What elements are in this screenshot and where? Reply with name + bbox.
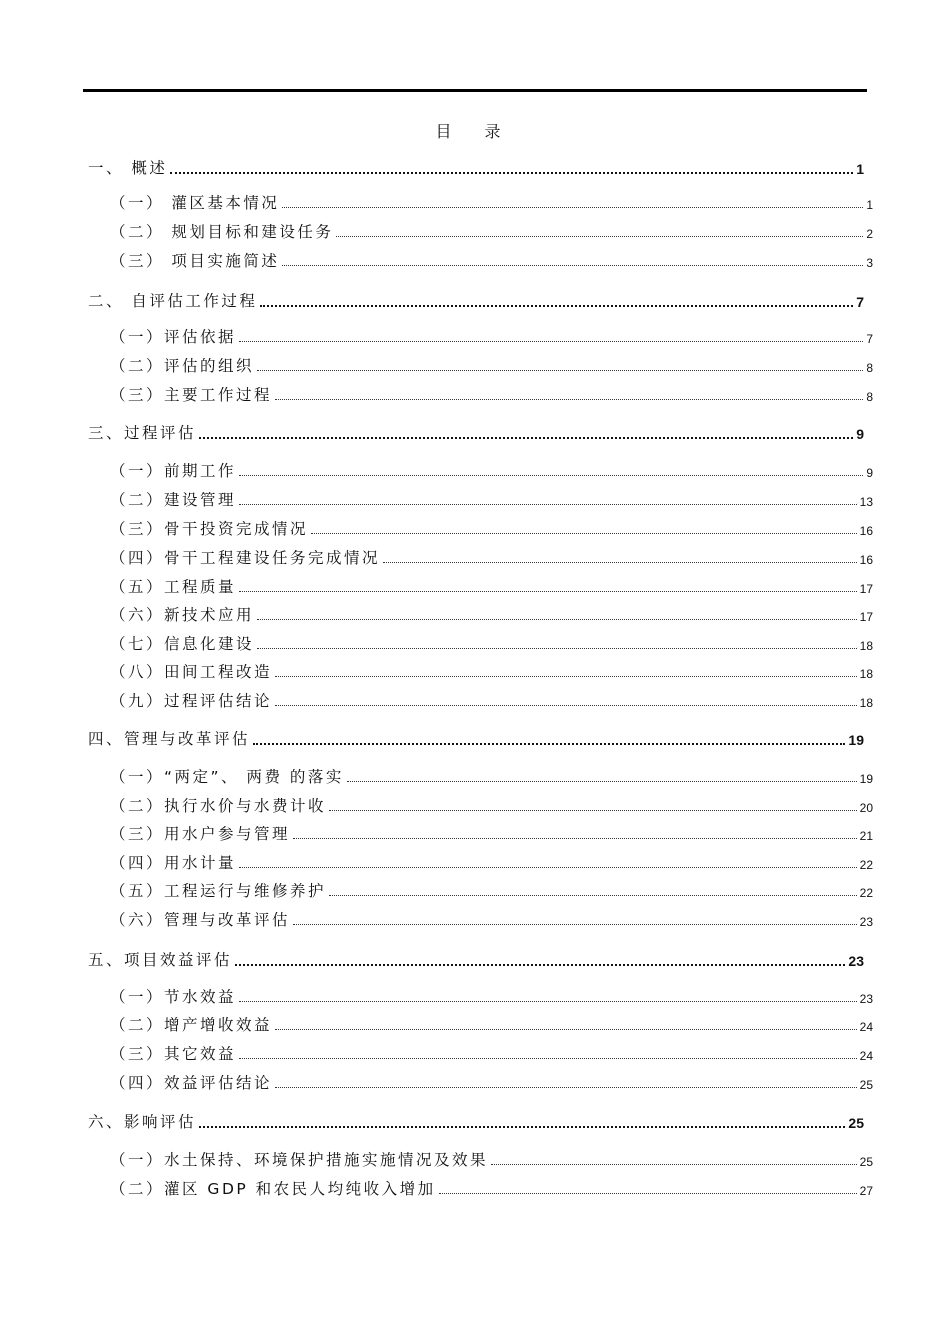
dot-leader [199,1125,845,1128]
dot-leader [329,894,857,896]
toc-subsection-entry[interactable] [110,797,873,815]
toc-entry-label: 六、影响评估 [88,1113,197,1131]
dot-leader [275,1028,857,1030]
dot-leader [293,837,857,839]
toc-entry-label: 五、项目效益评估 [88,951,233,969]
toc-subsection-entry[interactable] [110,549,873,567]
toc-page-number: 9 [856,426,864,442]
toc-entry-label: （二）灌区 GDP 和农民人均纯收入增加 [110,1180,436,1198]
toc-entry-label: （一） 灌区基本情况 [110,194,280,212]
toc-entry-label: 三、过程评估 [88,424,197,442]
dot-leader [257,618,857,620]
toc-page-number: 23 [859,915,873,929]
toc-page-number: 24 [859,1020,873,1034]
toc-page-number: 25 [848,1115,864,1131]
dot-leader [347,780,857,782]
toc-page-number: 17 [859,582,873,596]
toc-page-number: 8 [866,390,873,404]
toc-page-number: 21 [859,829,873,843]
toc-title: 目 录 [435,122,515,141]
toc-section-entry[interactable] [88,730,864,748]
toc-entry-label: （一）水土保持、环境保护措施实施情况及效果 [110,1151,489,1169]
toc-page-number: 1 [856,161,864,177]
dot-leader [239,590,857,592]
toc-entry-label: 二、 自评估工作过程 [88,292,258,310]
toc-subsection-entry[interactable] [110,357,873,375]
toc-page-number: 8 [866,361,873,375]
toc-subsection-entry[interactable] [110,854,873,872]
toc-subsection-entry[interactable] [110,578,873,596]
dot-leader [282,206,863,208]
toc-entry-label: （三）用水户参与管理 [110,825,291,843]
toc-page-number: 2 [866,227,873,241]
toc-subsection-entry[interactable] [110,1074,873,1092]
toc-entry-label: （六）管理与改革评估 [110,911,291,929]
toc-subsection-entry[interactable] [110,635,873,653]
dot-leader [260,304,853,307]
dot-leader [239,866,857,868]
toc-entry-label: 一、 概述 [88,159,168,177]
toc-section-entry[interactable] [88,292,864,310]
toc-subsection-entry[interactable] [110,1151,873,1169]
toc-entry-label: （一）“两定”、 两费 的落实 [110,768,344,786]
toc-subsection-entry[interactable] [110,663,873,681]
dot-leader [383,561,857,563]
dot-leader [239,503,857,505]
toc-page-number: 22 [859,886,873,900]
dot-leader [235,963,845,966]
toc-subsection-entry[interactable] [110,194,873,212]
toc-section-entry[interactable] [88,1113,864,1131]
toc-page-number: 16 [859,524,873,538]
toc-entry-label: （四）骨干工程建设任务完成情况 [110,549,381,567]
dot-leader [491,1163,857,1165]
toc-entry-label: （二）建设管理 [110,491,237,509]
toc-page-number: 1 [866,198,873,212]
dot-leader [275,675,857,677]
toc-page-number: 9 [866,466,873,480]
dot-leader [275,704,857,706]
toc-subsection-entry[interactable] [110,692,873,710]
toc-subsection-entry[interactable] [110,491,873,509]
toc-page-number: 7 [856,294,864,310]
toc-page-number: 24 [859,1049,873,1063]
toc-entry-label: （三）主要工作过程 [110,386,273,404]
toc-page-number: 22 [859,858,873,872]
dot-leader [275,398,863,400]
dot-leader [282,264,863,266]
toc-entry-label: （四）效益评估结论 [110,1074,273,1092]
toc-entry-label: （一）评估依据 [110,328,237,346]
toc-page-number: 25 [859,1078,873,1092]
dot-leader [239,1000,857,1002]
toc-entry-label: （三）其它效益 [110,1045,237,1063]
toc-entry-label: （九）过程评估结论 [110,692,273,710]
dot-leader [239,340,863,342]
toc-subsection-entry[interactable] [110,768,873,786]
toc-entry-label: （二）评估的组织 [110,357,255,375]
toc-subsection-entry[interactable] [110,988,873,1006]
toc-entry-label: （二） 规划目标和建设任务 [110,223,334,241]
dot-leader [275,1086,857,1088]
toc-page-number: 3 [866,256,873,270]
toc-subsection-entry[interactable] [110,606,873,624]
toc-section-entry[interactable] [88,951,864,969]
toc-entry-label: （三）骨干投资完成情况 [110,520,309,538]
dot-leader [336,235,863,237]
toc-subsection-entry[interactable] [110,825,873,843]
toc-entry-label: （三） 项目实施简述 [110,252,280,270]
toc-section-entry[interactable] [88,424,864,442]
toc-subsection-entry[interactable] [110,252,873,270]
dot-leader [293,923,857,925]
toc-page-number: 16 [859,553,873,567]
toc-page-number: 17 [859,610,873,624]
toc-page-number: 27 [859,1184,873,1198]
toc-page-number: 18 [859,639,873,653]
toc-page-number: 20 [859,801,873,815]
toc-subsection-entry[interactable] [110,1016,873,1034]
dot-leader [253,742,845,745]
toc-entry-label: （八）田间工程改造 [110,663,273,681]
dot-leader [239,1057,857,1059]
toc-page-number: 25 [859,1155,873,1169]
toc-subsection-entry[interactable] [110,223,873,241]
toc-subsection-entry[interactable] [110,882,873,900]
toc-entry-label: （二）执行水价与水费计收 [110,797,327,815]
toc-section-entry[interactable] [88,159,864,177]
toc-entry-label: （一）前期工作 [110,462,237,480]
toc-entry-label: （五）工程运行与维修养护 [110,882,327,900]
toc-entry-label: 四、管理与改革评估 [88,730,251,748]
toc-entry-label: （四）用水计量 [110,854,237,872]
toc-entry-label: （七）信息化建设 [110,635,255,653]
toc-page-number: 19 [859,772,873,786]
dot-leader [439,1192,857,1194]
toc-page-number: 23 [859,992,873,1006]
toc-entry-label: （二）增产增收效益 [110,1016,273,1034]
dot-leader [199,436,853,439]
dot-leader [257,369,863,371]
toc-subsection-entry[interactable] [110,328,873,346]
toc-subsection-entry[interactable] [110,520,873,538]
toc-subsection-entry[interactable] [110,911,873,929]
toc-subsection-entry[interactable] [110,462,873,480]
toc-page-number: 18 [859,667,873,681]
dot-leader [329,809,857,811]
toc-page-number: 13 [859,495,873,509]
dot-leader [311,532,857,534]
toc-entry-label: （六）新技术应用 [110,606,255,624]
toc-entry-label: （一）节水效益 [110,988,237,1006]
toc-page-number: 19 [848,732,864,748]
dot-leader [239,474,863,476]
toc-page-number: 23 [848,953,864,969]
toc-page-number: 7 [866,332,873,346]
toc-entry-label: （五）工程质量 [110,578,237,596]
toc-subsection-entry[interactable] [110,386,873,404]
toc-subsection-entry[interactable] [110,1180,873,1198]
toc-subsection-entry[interactable] [110,1045,873,1063]
dot-leader [257,647,857,649]
toc-page-number: 18 [859,696,873,710]
dot-leader [170,171,853,174]
